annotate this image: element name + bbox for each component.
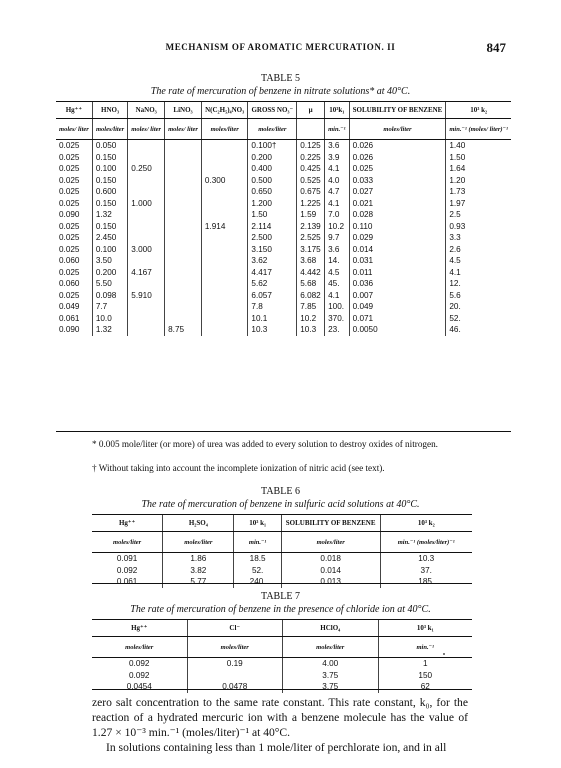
table5-cell: 2.500 xyxy=(248,232,297,244)
table5-unit: moles/liter xyxy=(349,119,446,140)
table5-cell: 1.914 xyxy=(201,221,248,233)
table5-cell: 0.098 xyxy=(92,290,127,302)
table5-unit: moles/ liter xyxy=(56,119,92,140)
table5-cell xyxy=(165,209,202,221)
table5-col-k1: 10³k₁ xyxy=(325,102,350,119)
table5-cell xyxy=(165,244,202,256)
table6-unit: moles/liter xyxy=(281,532,380,553)
table5-cell: 4.1 xyxy=(325,290,350,302)
table7-unit: min.⁻¹ xyxy=(378,637,472,658)
table5-cell: 0.100† xyxy=(248,140,297,152)
table5-cell: 0.025 xyxy=(59,198,80,208)
table5-cell: 2.450 xyxy=(92,232,127,244)
table5-cell: 0.021 xyxy=(349,198,446,210)
table6-cell: 3.82 xyxy=(163,565,234,577)
table6-cell: 0.092 xyxy=(116,565,138,575)
table5-col-lino3: LiNO₃ xyxy=(165,102,202,119)
table6-cell: 5.77 xyxy=(163,576,234,588)
table7-cell xyxy=(187,670,283,682)
table5-row xyxy=(56,186,511,198)
table5-cell xyxy=(165,198,202,210)
table6-cell: 240. xyxy=(234,576,281,588)
table7-col-hclo4: HClO₄ xyxy=(283,620,379,637)
table7-col-cl: Cl⁻ xyxy=(187,620,283,637)
table5-cell: 0.400 xyxy=(248,163,297,175)
table5-cell: 1.000 xyxy=(128,198,165,210)
table5-cell: 5.6 xyxy=(446,290,511,302)
table5-unit: min.⁻¹ (moles/ liter)⁻¹ xyxy=(446,119,511,140)
table5-cell: 0.250 xyxy=(128,163,165,175)
table5-cell: 0.031 xyxy=(349,255,446,267)
table5-cell: 3.6 xyxy=(325,244,350,256)
table5-cell xyxy=(201,186,248,198)
table5-cell: 2.114 xyxy=(248,221,297,233)
table5-cell: 45. xyxy=(325,278,350,290)
table6-cell: 185. xyxy=(380,576,472,588)
table7-cell: 0.092 xyxy=(129,670,150,680)
table5-cell: 0.011 xyxy=(349,267,446,279)
table5-cell: 0.025 xyxy=(59,187,80,197)
table5-caption: The rate of mercuration of benzene in nitrate solutions* at 40°C. xyxy=(150,86,411,97)
table5-cell: 100. xyxy=(325,301,350,313)
table5-cell: 2.5 xyxy=(446,209,511,221)
table5-cell: 0.025 xyxy=(349,163,446,175)
table7-cell: 3.75 xyxy=(283,681,379,693)
table5-unit: moles/ liter xyxy=(165,119,202,140)
table5-cell: 0.033 xyxy=(349,175,446,187)
table5-cell xyxy=(201,244,248,256)
table5-footnote-1: * 0.005 mole/liter (or more) of urea was added to every solution to destroy oxides of nitrogen. xyxy=(92,439,438,449)
table5-cell: 0.025 xyxy=(59,152,80,162)
table5-cell: 0.100 xyxy=(92,244,127,256)
table5-col-hno3: HNO₃ xyxy=(92,102,127,119)
table5-cell: 1.64 xyxy=(446,163,511,175)
table5-row xyxy=(56,301,511,313)
table5-cell xyxy=(201,267,248,279)
table5-cell: 7.0 xyxy=(325,209,350,221)
table5-row xyxy=(56,278,511,290)
table5-row xyxy=(56,290,511,302)
table6-row xyxy=(92,576,472,588)
table6-col-k2: 10³ k₂ xyxy=(380,515,472,532)
table5-cell xyxy=(201,313,248,325)
table5-cell: 0.225 xyxy=(297,152,325,164)
table5-cell: 7.8 xyxy=(248,301,297,313)
body-paragraph-2: In solutions containing less than 1 mole/liter of perchlorate ion, and in all xyxy=(106,741,447,754)
table7-unit: moles/liter xyxy=(187,637,283,658)
table5-cell xyxy=(128,301,165,313)
table5-cell: 1.40 xyxy=(446,140,511,152)
table5-cell: 0.600 xyxy=(92,186,127,198)
table7-row xyxy=(92,658,472,670)
table5-cell xyxy=(128,232,165,244)
table5-row xyxy=(56,209,511,221)
table5-cell: 0.300 xyxy=(201,175,248,187)
table5-cell: 5.68 xyxy=(297,278,325,290)
table5-cell: 8.75 xyxy=(165,324,202,336)
table5-cell: 7.85 xyxy=(297,301,325,313)
table7-cell: 0.092 xyxy=(129,659,150,669)
table5-cell: 52. xyxy=(446,313,511,325)
table6-unit: min.⁻¹ xyxy=(234,532,281,553)
table5-cell: 10.3 xyxy=(248,324,297,336)
table6-cell: 0.061 xyxy=(116,577,138,587)
table5-cell xyxy=(201,255,248,267)
table5-cell: 3.3 xyxy=(446,232,511,244)
table5-cell: 46. xyxy=(446,324,511,336)
table5-cell: 0.025 xyxy=(59,244,80,254)
table5-cell: 1.50 xyxy=(446,152,511,164)
table5-row xyxy=(56,152,511,164)
table5-col-nano3: NaNO₃ xyxy=(128,102,165,119)
table7 xyxy=(92,619,472,693)
table5-cell: 4.167 xyxy=(128,267,165,279)
table5-cell: 0.675 xyxy=(297,186,325,198)
table5-cell: 3.9 xyxy=(325,152,350,164)
table5-col-k2: 10³ k₂ xyxy=(446,102,511,119)
table5-cell: 0.150 xyxy=(92,198,127,210)
table5-cell: 0.049 xyxy=(349,301,446,313)
table5-cell xyxy=(201,140,248,152)
table5-cell: 4.1 xyxy=(325,163,350,175)
table5-row xyxy=(56,255,511,267)
table7-row xyxy=(92,681,472,693)
table5-cell: 4.1 xyxy=(446,267,511,279)
table5-cell: 0.090 xyxy=(59,210,80,220)
table5-cell: 1.20 xyxy=(446,175,511,187)
table5-cell xyxy=(128,140,165,152)
table5-cell: 0.090 xyxy=(59,325,80,335)
table5-cell: 0.025 xyxy=(59,290,80,300)
table5-cell: 10.2 xyxy=(325,221,350,233)
table5-cell xyxy=(128,278,165,290)
table5-cell: 4.7 xyxy=(325,186,350,198)
table5-cell: 0.110 xyxy=(349,221,446,233)
table5-row xyxy=(56,324,511,336)
table5-cell xyxy=(165,278,202,290)
table5-cell: 0.060 xyxy=(59,279,80,289)
table5-cell xyxy=(201,163,248,175)
table5-cell: 1.32 xyxy=(92,209,127,221)
table5-header-row xyxy=(56,102,511,119)
table6-col-h2so4: H₂SO₄ xyxy=(163,515,234,532)
table5-row xyxy=(56,232,511,244)
table5-cell: 0.060 xyxy=(59,256,80,266)
table5-cell: 1.59 xyxy=(297,209,325,221)
table5-col-gross-no3: GROSS NO₃⁻ xyxy=(248,102,297,119)
table5-cell: 4.442 xyxy=(297,267,325,279)
table7-cell: 3.75 xyxy=(283,670,379,682)
table5-cell: 10.1 xyxy=(248,313,297,325)
table5-cell: 0.200 xyxy=(92,267,127,279)
table6-cell: 1.86 xyxy=(163,553,234,565)
running-head: MECHANISM OF AROMATIC MERCURATION. II xyxy=(165,42,396,52)
table5-cell: 0.028 xyxy=(349,209,446,221)
table6-col-hg: Hg⁺⁺ xyxy=(92,515,163,532)
table5-cell: 0.029 xyxy=(349,232,446,244)
table5-row xyxy=(56,244,511,256)
table5-cell: 0.027 xyxy=(349,186,446,198)
table5-cell: 20. xyxy=(446,301,511,313)
table5-cell: 14. xyxy=(325,255,350,267)
table5-cell xyxy=(128,221,165,233)
table7-cell: 0.0478 xyxy=(187,681,283,693)
table6-cell: 0.091 xyxy=(116,554,138,564)
table5-bottom-rule xyxy=(56,431,511,432)
table6-col-k1: 10³ k₁ xyxy=(234,515,281,532)
table7-caption: The rate of mercuration of benzene in the presence of chloride ion at 40°C. xyxy=(130,604,431,615)
table6-units-row xyxy=(92,532,472,553)
table5-cell: 3.175 xyxy=(297,244,325,256)
table5-row xyxy=(56,140,511,152)
table5-cell: 0.061 xyxy=(59,313,80,323)
table5-row xyxy=(56,175,511,187)
table5-cell xyxy=(165,255,202,267)
table5-cell xyxy=(165,267,202,279)
table5-cell xyxy=(201,232,248,244)
table5-cell: 7.7 xyxy=(92,301,127,313)
table7-unit: moles/liter xyxy=(92,637,187,658)
table5-cell xyxy=(128,152,165,164)
table5-cell xyxy=(128,313,165,325)
table5-col-mu: μ xyxy=(297,102,325,119)
table5-cell: 0.025 xyxy=(59,141,80,151)
table5-col-hg: Hg⁺⁺ xyxy=(56,102,92,119)
table5-cell: 1.73 xyxy=(446,186,511,198)
table7-cell: 0.19 xyxy=(187,658,283,670)
table5-cell xyxy=(165,152,202,164)
table5-cell xyxy=(128,186,165,198)
table5-cell: 0.025 xyxy=(59,221,80,231)
page-number: 847 xyxy=(486,40,506,55)
table5-cell: 10.0 xyxy=(92,313,127,325)
table7-cell: 62 xyxy=(378,681,472,693)
table5-cell: 3.150 xyxy=(248,244,297,256)
table7-row xyxy=(92,670,472,682)
table5-cell xyxy=(201,290,248,302)
table5-cell: 10.2 xyxy=(297,313,325,325)
table5-cell: 3.50 xyxy=(92,255,127,267)
table5-cell: 1.200 xyxy=(248,198,297,210)
table6-cell: 0.018 xyxy=(281,553,380,565)
table5-cell: 0.150 xyxy=(92,152,127,164)
table5-cell: 0.049 xyxy=(59,302,80,312)
table5-cell: 0.026 xyxy=(349,140,446,152)
table5-row xyxy=(56,313,511,325)
table5-cell: 0.525 xyxy=(297,175,325,187)
table5-unit: moles/liter xyxy=(92,119,127,140)
table6-cell: 0.013 xyxy=(281,576,380,588)
table6-header-row xyxy=(92,515,472,532)
table5-cell: 0.050 xyxy=(92,140,127,152)
table5 xyxy=(56,101,511,336)
table5-cell: 0.014 xyxy=(349,244,446,256)
table5-cell xyxy=(165,163,202,175)
table5-cell xyxy=(165,290,202,302)
scan-speck xyxy=(443,653,445,655)
table6-label: TABLE 6 xyxy=(261,486,300,497)
table5-cell: 0.036 xyxy=(349,278,446,290)
table7-cell: 4.00 xyxy=(283,658,379,670)
table5-unit: moles/ liter xyxy=(128,119,165,140)
table5-row xyxy=(56,267,511,279)
table5-cell: 370. xyxy=(325,313,350,325)
table5-cell xyxy=(201,209,248,221)
table6-row xyxy=(92,553,472,565)
table7-label: TABLE 7 xyxy=(261,591,300,602)
table5-cell xyxy=(165,140,202,152)
table6-unit: min.⁻¹ (moles/liter)⁻¹ xyxy=(380,532,472,553)
table5-cell: 1.97 xyxy=(446,198,511,210)
table5-cell: 0.007 xyxy=(349,290,446,302)
table5-cell: 0.125 xyxy=(297,140,325,152)
table5-col-solubility: SOLUBILITY OF BENZENE xyxy=(349,102,446,119)
table5-cell xyxy=(201,198,248,210)
table5-units-row xyxy=(56,119,511,140)
table5-cell: 1.225 xyxy=(297,198,325,210)
table5-cell: 0.026 xyxy=(349,152,446,164)
table5-cell: 3.68 xyxy=(297,255,325,267)
table5-label: TABLE 5 xyxy=(261,73,300,84)
table5-cell: 2.525 xyxy=(297,232,325,244)
table5-cell: 4.417 xyxy=(248,267,297,279)
table5-cell xyxy=(165,232,202,244)
table5-cell: 5.62 xyxy=(248,278,297,290)
table5-row xyxy=(56,221,511,233)
table6-col-solubility: SOLUBILITY OF BENZENE xyxy=(281,515,380,532)
table5-cell: 2.139 xyxy=(297,221,325,233)
table6-row xyxy=(92,565,472,577)
table5-row xyxy=(56,198,511,210)
table5-col-net4no3: N(C₂H₅)₄NO₃ xyxy=(201,102,248,119)
table5-cell: 0.025 xyxy=(59,175,80,185)
table5-cell xyxy=(165,175,202,187)
table5-cell xyxy=(201,301,248,313)
table5-cell: 3.000 xyxy=(128,244,165,256)
table5-cell xyxy=(128,255,165,267)
table5-cell xyxy=(165,221,202,233)
table5-row xyxy=(56,163,511,175)
table6-cell: 37. xyxy=(380,565,472,577)
table5-cell: 6.057 xyxy=(248,290,297,302)
table6-unit: moles/liter xyxy=(92,532,163,553)
table5-cell: 12. xyxy=(446,278,511,290)
table5-cell: 0.200 xyxy=(248,152,297,164)
table5-cell: 0.071 xyxy=(349,313,446,325)
table7-col-hg: Hg⁺⁺ xyxy=(92,620,187,637)
table5-cell xyxy=(128,324,165,336)
table6-unit: moles/liter xyxy=(163,532,234,553)
table5-cell: 6.082 xyxy=(297,290,325,302)
table6-cell: 18.5 xyxy=(234,553,281,565)
table7-header-row xyxy=(92,620,472,637)
table6-cell: 10.3 xyxy=(380,553,472,565)
table5-cell: 5.910 xyxy=(128,290,165,302)
table7-body xyxy=(92,658,472,693)
body-paragraph-1: zero salt concentration to the same rate constant. This rate constant, k₀, for the reaction of a hydrated mercuric ion with a benzene molecule has the value of 1.27 × 10⁻³ min.⁻¹ (moles/liter)⁻¹ at 40°C. xyxy=(92,696,468,739)
table5-cell xyxy=(128,209,165,221)
table5-cell: 0.150 xyxy=(92,221,127,233)
table5-cell: 0.0050 xyxy=(349,324,446,336)
table5-cell: 0.025 xyxy=(59,267,80,277)
table5-cell xyxy=(201,278,248,290)
table5-cell: 0.500 xyxy=(248,175,297,187)
table5-cell: 1.50 xyxy=(248,209,297,221)
table5-cell: 0.025 xyxy=(59,164,80,174)
table6 xyxy=(92,514,472,588)
table5-cell: 5.50 xyxy=(92,278,127,290)
table5-unit: moles/liter xyxy=(201,119,248,140)
table5-cell: 0.650 xyxy=(248,186,297,198)
table5-cell: 4.5 xyxy=(325,267,350,279)
table5-cell: 4.1 xyxy=(325,198,350,210)
table7-cell: 150 xyxy=(378,670,472,682)
table7-cell: 1 xyxy=(378,658,472,670)
table5-cell: 1.32 xyxy=(92,324,127,336)
page-header xyxy=(0,42,561,58)
table5-cell: 0.025 xyxy=(59,233,80,243)
table5-unit xyxy=(297,119,325,140)
table5-body xyxy=(56,140,511,336)
table7-col-k1: 10³ k₁ xyxy=(378,620,472,637)
table5-cell: 4.5 xyxy=(446,255,511,267)
table7-unit: moles/liter xyxy=(283,637,379,658)
table5-cell: 2.6 xyxy=(446,244,511,256)
table7-units-row xyxy=(92,637,472,658)
table6-cell: 0.014 xyxy=(281,565,380,577)
table5-cell: 4.0 xyxy=(325,175,350,187)
table6-cell: 52. xyxy=(234,565,281,577)
table7-bottom-rule xyxy=(92,689,472,690)
table5-unit: min.⁻¹ xyxy=(325,119,350,140)
table7-cell: 0.0454 xyxy=(126,682,152,692)
table5-cell xyxy=(165,313,202,325)
table5-footnote-2: † Without taking into account the incomplete ionization of nitric acid (see text). xyxy=(92,463,385,473)
table5-cell: 3.62 xyxy=(248,255,297,267)
table5-cell: 0.425 xyxy=(297,163,325,175)
table5-cell: 9.7 xyxy=(325,232,350,244)
table5-cell: 0.93 xyxy=(446,221,511,233)
table5-cell xyxy=(165,186,202,198)
table5-cell: 10.3 xyxy=(297,324,325,336)
table5-cell xyxy=(201,152,248,164)
table5-cell: 0.150 xyxy=(92,175,127,187)
table5-unit: moles/liter xyxy=(248,119,297,140)
table5-cell xyxy=(128,175,165,187)
table5-cell xyxy=(201,324,248,336)
table5-cell: 3.6 xyxy=(325,140,350,152)
table5-cell: 23. xyxy=(325,324,350,336)
table6-caption: The rate of mercuration of benzene in sulfuric acid solutions at 40°C. xyxy=(141,499,420,510)
table6-bottom-rule xyxy=(92,583,472,584)
table5-cell: 0.100 xyxy=(92,163,127,175)
table5-cell xyxy=(165,301,202,313)
